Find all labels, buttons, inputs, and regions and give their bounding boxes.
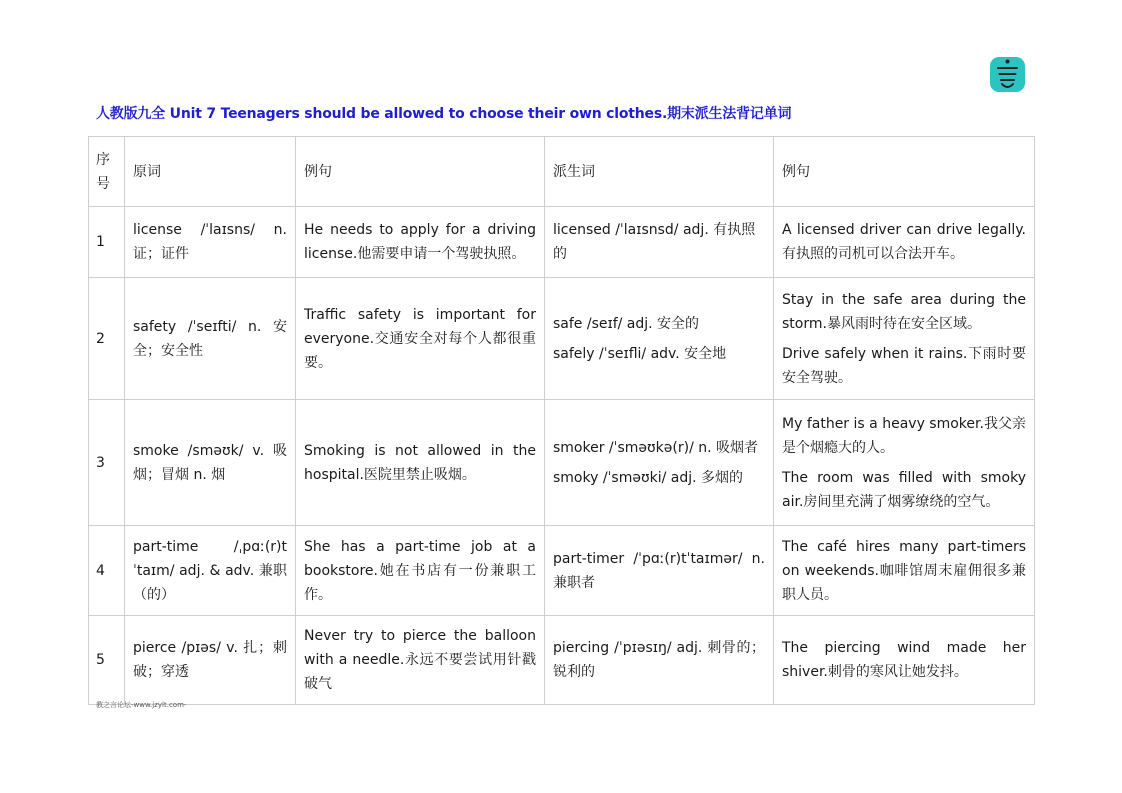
derived-examples <box>774 400 1035 526</box>
table-row <box>89 526 1035 616</box>
derived-example: My father is a heavy smoker.我父亲是个烟瘾大的人。 <box>782 415 1026 456</box>
example-sentence: Smoking is not allowed in the hospital.医院里禁止吸烟。 <box>296 400 545 526</box>
derived-examples <box>774 526 1035 616</box>
row-num: 3 <box>89 400 125 526</box>
derived-example: Stay in the safe area during the storm.暴风雨时待在安全区域。 <box>782 291 1026 332</box>
derived-word: piercing /ˈpɪəsɪŋ/ adj. 刺骨的；锐利的 <box>553 640 765 680</box>
derived-example: The café hires many part-timers on weekends.咖啡馆周末雇佣很多兼职人员。 <box>782 538 1026 603</box>
derived-words <box>545 400 774 526</box>
example-sentence: She has a part-time job at a bookstore.她在书店有一份兼职工作。 <box>296 526 545 616</box>
derived-examples <box>774 207 1035 278</box>
original-word: smoke /sməʊk/ v. 吸烟；冒烟 n. 烟 <box>125 400 296 526</box>
example-sentence: Traffic safety is important for everyone.交通安全对每个人都很重要。 <box>296 278 545 400</box>
example-sentence: He needs to apply for a driving license.他需要申请一个驾驶执照。 <box>296 207 545 278</box>
derived-examples <box>774 616 1035 705</box>
table-row <box>89 278 1035 400</box>
row-num: 4 <box>89 526 125 616</box>
derived-word: smoker /ˈsməʊkə(r)/ n. 吸烟者 <box>553 439 759 456</box>
derived-example: Drive safely when it rains.下雨时要安全驾驶。 <box>782 345 1026 386</box>
derived-word: smoky /ˈsməʊki/ adj. 多烟的 <box>553 469 744 486</box>
derived-word: safe /seɪf/ adj. 安全的 <box>553 315 700 332</box>
original-word: pierce /pɪəs/ v. 扎；刺破；穿透 <box>125 616 296 705</box>
row-num: 5 <box>89 616 125 705</box>
header-derived-example: 例句 <box>774 137 1035 207</box>
derived-example: The room was filled with smoky air.房间里充满了烟雾缭绕的空气。 <box>782 469 1026 510</box>
original-word: safety /ˈseɪfti/ n. 安全；安全性 <box>125 278 296 400</box>
derived-words <box>545 616 774 705</box>
derived-example: The piercing wind made her shiver.刺骨的寒风让她发抖。 <box>782 640 1026 680</box>
derived-examples <box>774 278 1035 400</box>
derived-words <box>545 526 774 616</box>
menu-lines-icon <box>990 57 1025 92</box>
derived-word: safely /ˈseɪfli/ adv. 安全地 <box>553 345 727 362</box>
row-num: 2 <box>89 278 125 400</box>
header-num: 序号 <box>89 137 125 207</box>
original-word: license /ˈlaɪsns/ n. 证；证件 <box>125 207 296 278</box>
footer-source: 教之言论坛-www.jzylt.com- <box>96 701 187 709</box>
header-example: 例句 <box>296 137 545 207</box>
derived-words <box>545 278 774 400</box>
original-word: part-time /ˌpɑː(r)tˈtaɪm/ adj. & adv. 兼职（的） <box>125 526 296 616</box>
derived-word: part-timer /ˈpɑː(r)tˈtaɪmər/ n. 兼职者 <box>553 550 765 591</box>
derived-words <box>545 207 774 278</box>
derived-example: A licensed driver can drive legally.有执照的司机可以合法开车。 <box>782 222 1026 262</box>
derived-word: licensed /ˈlaɪsnsd/ adj. 有执照的 <box>553 222 756 262</box>
vocabulary-table <box>88 136 1035 705</box>
table-row <box>89 616 1035 705</box>
header-original: 原词 <box>125 137 296 207</box>
example-sentence: Never try to pierce the balloon with a needle.永远不要尝试用针戳破气 <box>296 616 545 705</box>
table-row <box>89 207 1035 278</box>
header-derived: 派生词 <box>545 137 774 207</box>
page-title: 人教版九全 Unit 7 Teenagers should be allowed to choose their own clothes.期末派生法背记单词 <box>96 106 792 122</box>
table-header-row <box>89 137 1035 207</box>
table-row <box>89 400 1035 526</box>
row-num: 1 <box>89 207 125 278</box>
